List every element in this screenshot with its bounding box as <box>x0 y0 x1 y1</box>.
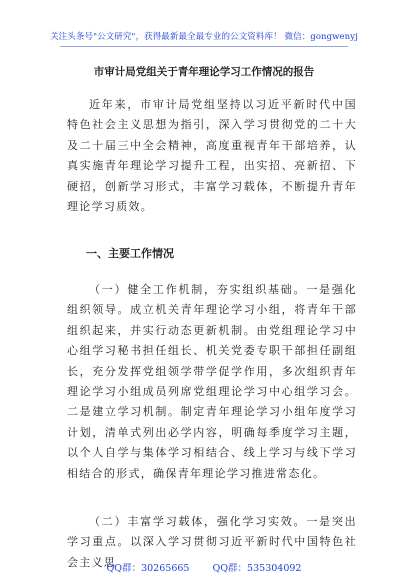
document-title: 市审计局党组关于青年理论学习工作情况的报告 <box>93 66 315 78</box>
footer-qq-group-1: QQ群：30265665 <box>106 563 190 574</box>
header-promo-text: 关注头条号"公文研究"，获得最新最全最专业的公文资料库！ 微信：gongwenyj <box>50 32 358 42</box>
footer-qq-group-2: QQ群：535304092 <box>212 563 302 574</box>
section-heading: 一、主要工作情况 <box>86 247 174 260</box>
body-paragraph: （一）健全工作机制，夯实组织基础。一是强化组织领导。成立机关青年理论学习小组，将青年干部组织起来，并实行动态更新机制。由党组理论学习中心组学习秘书担任组长、机关党委专职干部担任副组长，充分发挥党组领学带学促学作用，多次组织青年理论学习小组成员列席党组理论学习中心组学习会。二是建立学习机制。制定青年理论学习小组年度学习计划，清单式列出必学内容，明确每季度学习主题，以个人自学与集体学习相结合、线上学习与线下学习相结合的形式，确保青年理论学习推进常态化。 <box>67 283 357 480</box>
header-divider <box>60 46 348 47</box>
intro-paragraph: 近年来，市审计局党组坚持以习近平新时代中国特色社会主义思想为指引，深入学习贯彻党的二十大及二十届三中全会精神，高度重视青年干部培养，认真实施青年理论学习提升工程，出实招、亮新招、下硬招，创新学习形式，丰富学习载体，不断提升青年理论学习质效。 <box>67 98 357 214</box>
footer-qq-groups <box>0 560 408 574</box>
body-paragraph: （二）丰富学习载体，强化学习实效。一是突出学习重点。以深入学习贯彻习近平新时代中国特色社会主义思 <box>67 515 357 569</box>
